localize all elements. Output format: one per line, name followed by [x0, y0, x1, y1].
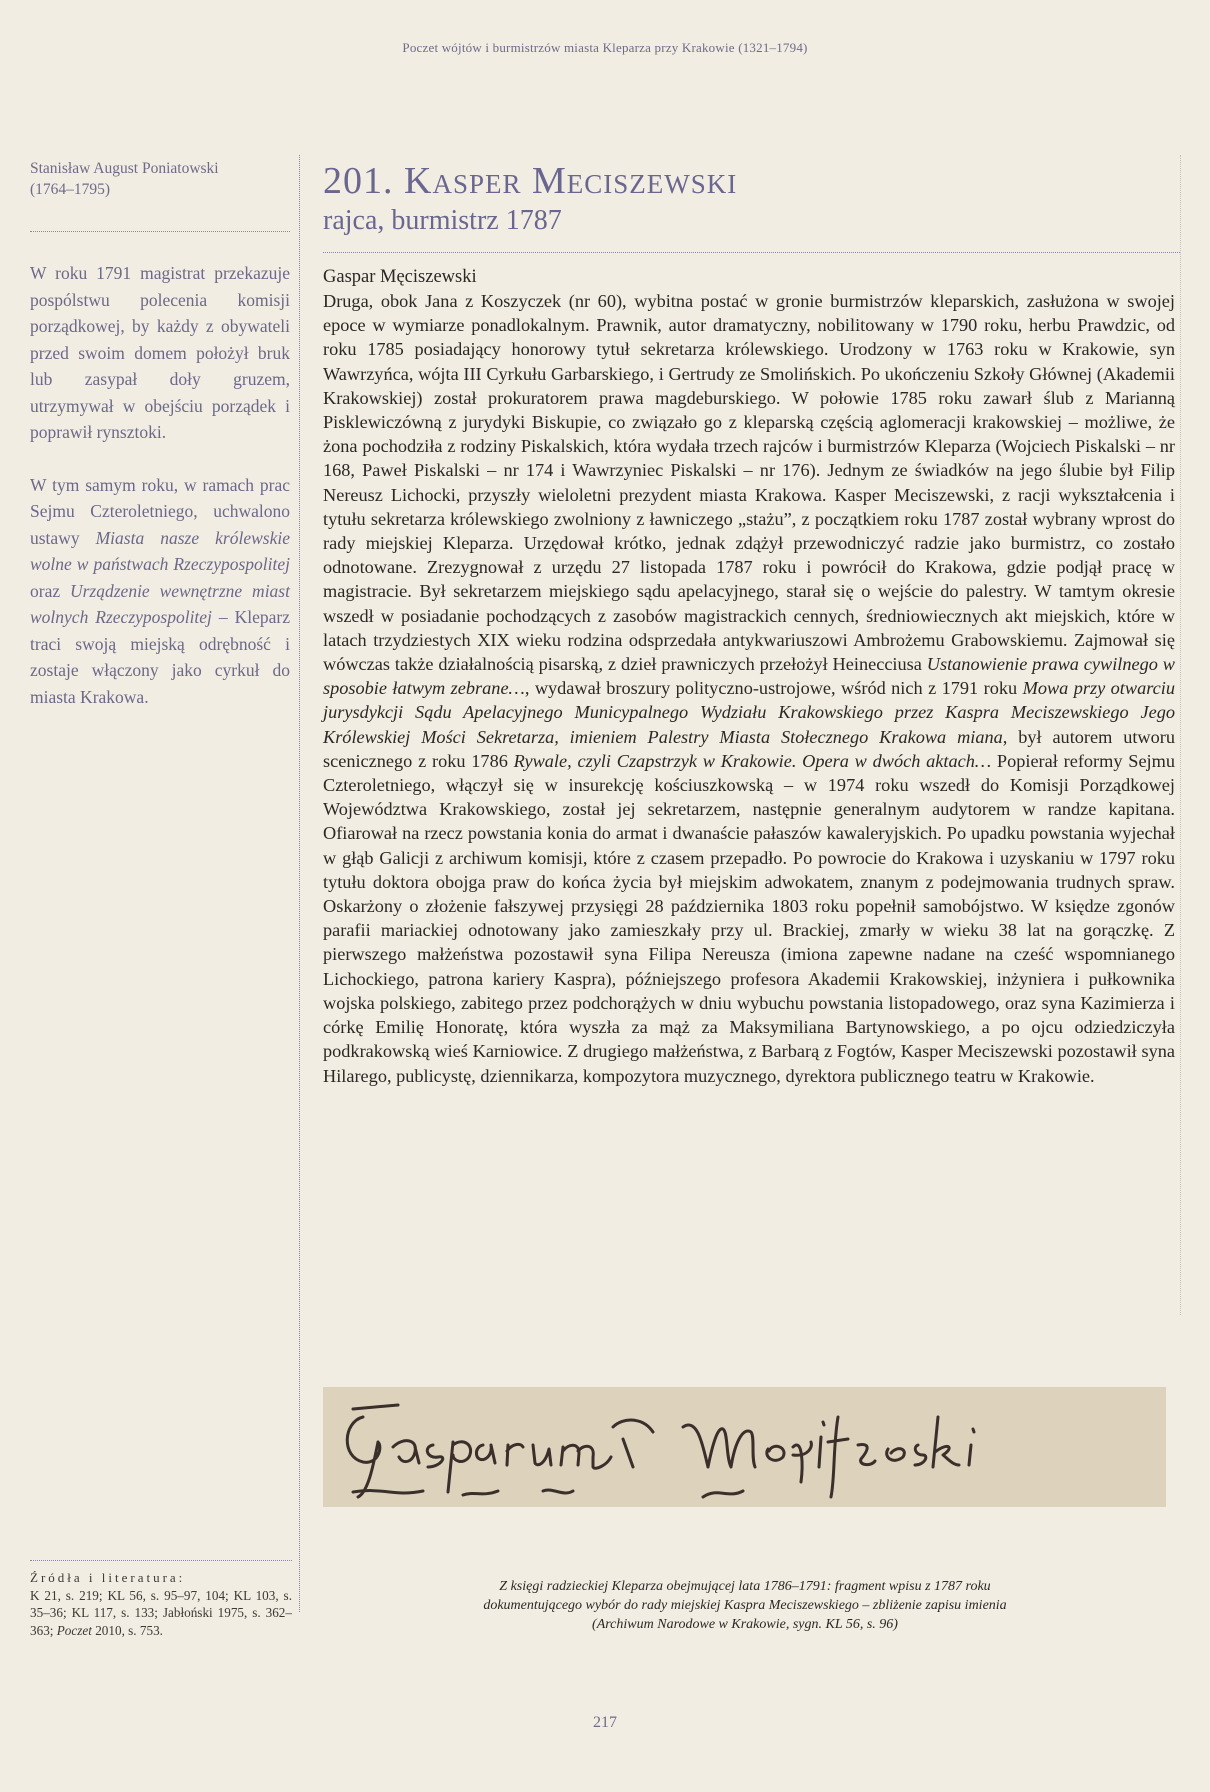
sources-block: [30, 1560, 292, 1639]
page-number: 217: [593, 1714, 617, 1731]
title-divider: [323, 252, 1180, 253]
note-text: – Kleparz traci swoją miejską odrębność i zostaje włączony jako cyrkuł do miasta Krakowa.: [30, 607, 290, 707]
entry-name: Kasper Meciszewski: [404, 160, 738, 202]
caption-line-3: (Archiwum Narodowe w Krakowie, sygn. KL 56, s. 96): [592, 1617, 898, 1632]
monarch-name: Stanisław August Poniatowski: [30, 160, 219, 177]
note-paragraph-2: [30, 472, 290, 711]
monarch-years: (1764–1795): [30, 181, 111, 198]
entry-title: [323, 158, 1175, 204]
work-title: Ustanowienie prawa cywilnego w sposobie łatwym zebrane…: [323, 654, 1175, 699]
sources-divider: [30, 1560, 292, 1561]
statute-title-2: Urządzenie wewnętrzne miast wolnych Rzeczypospolitej: [30, 580, 290, 627]
body-text-part: Popierał reformy Sejmu Czteroletniego, włączył się w insurekcję kościuszkowską – w 1974 roku wszedł do Komisji Porządkowej Województwa Krakowskiego, został jej sekretarzem, następnie generalnym audytorem w randze kapitana. Ofiarował na rzecz powstania konia do armat i dwanaście pałaszów kawaleryjskich. Po upadku powstania wyjechał w głąb Galicji z archiwum komisji, które z czasem przepadło. Po powrocie do Krakowa i uzyskaniu w 1797 roku tytułu doktora obojga praw do końca życia był miejskim adwokatem, znanym z podejmowania trudnych spraw. Oskarżony o złożenie fałszywej przysięgi 28 października 1803 roku popełnił samobójstwo. W księdze zgonów parafii mariackiej odnotowany jako zamieszkały przy ul. Brackiej, zmarły w wieku 38 lat na gorączkę. Z pierwszego małżeństwa pozostawił syna Filipa Nereusza (imiona zapewne nadane na cześć wspomnianego Lichockiego, patrona kariery Kaspra), późniejszego profesora Akademii Krakowskiej, inżyniera i pułkownika wojska polskiego, zabitego przez podchorążych w dniu wybuchu powstania listopadowego, oraz syna Kazimierza i córkę Emilię Honoratę, która wyszła za mąż za Maksymiliana Bartynowskiego, a po ojcu odziedziczyła podkrakowską wieś Karniowice. Z drugiego małżeństwa, z Barbarą z Fogtów, Kasper Meciszewski pozostawił syna Hilarego, publicystę, dziennikarza, kompozytora muzycznego, dyrektora publicznego teatru w Krakowie.: [323, 750, 1176, 1086]
historical-note: [30, 260, 290, 710]
note-paragraph-1: W roku 1791 magistrat przekazuje pospólstwu polecenia komisji porządkowej, by każdy z obywateli przed swoim domem położył bruk lub zasypał doły gruzem, utrzymywał w obejściu porządek i poprawił rynsztoki.: [30, 263, 290, 442]
caption-line-1: Z księgi radzieckiej Kleparza obejmującej lata 1786–1791: fragment wpisu z 1787 roku: [499, 1579, 991, 1594]
biography-entry: [323, 158, 1175, 1088]
signature-image: [323, 1387, 1166, 1507]
figure-caption: [360, 1577, 1130, 1634]
body-text-part: , był autorem utworu scenicznego z roku 1786: [323, 726, 1175, 771]
right-column-divider: [1180, 155, 1181, 1315]
sources-list: [30, 1587, 292, 1640]
sidebar-divider: [30, 231, 290, 232]
work-title: Rywale, czyli Czapstrzyk w Krakowie. Opera w dwóch aktach…: [513, 750, 992, 771]
work-title: Mowa przy otwarciu jurysdykcji Sądu Apelacyjnego Municypalnego Wydziału Krakowskiego przez Kaspra Meciszewskiego Jego Królewskiej Mości Sekretarza, imieniem Palestry Miasta Stołecznego Krakowa miana: [323, 678, 1175, 747]
statute-title-1: Miasta nasze królewskie wolne w państwach Rzeczypospolitej: [30, 527, 290, 574]
body-text-part: Druga, obok Jana z Koszyczek (nr 60), wybitna postać w gronie burmistrzów kleparskich, zasłużona w swojej epoce w wymiarze ponadlokalnym. Prawnik, autor dramatyczny, nobilitowany w 1790 roku, herbu Prawdzic, od roku 1785 posiadający honorowy tytuł sekretarza królewskiego. Urodzony w 1763 roku w Krakowie, syn Wawrzyńca, wójta III Cyrkułu Garbarskiego, i Gertrudy ze Smolińskich. Po ukończeniu Szkoły Głównej (Akademii Krakowskiej) został prokuratorem prawa magdeburskiego. W połowie 1785 roku zawarł ślub z Marianną Pisklewiczówną z jurydyki Biskupie, co związało go z kleparską częścią aglomeracji krakowskiej – możliwe, że żona pochodziła z rodziny Piskalskich, która wydała trzech rajców i burmistrzów Kleparza (Wojciech Piskalski – nr 168, Paweł Piskalski – nr 174 i Wawrzyniec Piskalski – nr 176). Jednym ze świadków na jego ślubie był Filip Nereusz Lichocki, przyszły wieloletni prezydent miasta Krakowa. Kasper Meciszewski, z racji wykształcenia i tytułu sekretarza królewskiego zwolniony z ławniczego „stażu”, z początkiem roku 1787 został wybrany wprost do rady miejskiej Kleparza. Urzędował krótko, jednak zdążył przewodniczyć radzie jako burmistrz, co zostało odnotowane. Zrezygnował z urzędu 27 listopada 1787 roku i powrócił do Krakowa, gdzie podjął pracę w magistracie. Był sekretarzem miejskiego sądu apelacyjnego, starał się o wejście do palestry. W tamtym okresie wszedł w posiadanie pochodzących z zasobów magistrackich cennych, średniowiecznych akt miejskich, które w latach trzydziestych XIX wieku rodzina odsprzedała antykwariuszowi Ambrożemu Grabowskiemu. Zajmował się wówczas także działalnością pisarską, z dzieł prawniczych przełożył Heinecciusa: [323, 291, 1175, 675]
sources-heading: Źródła i literatura:: [30, 1570, 186, 1585]
sources-text: K 21, s. 219; KL 56, s. 95–97, 104; KL 103, s. 35–36; KL 117, s. 133; Jabłoński 1975, s. 362–363;: [30, 1587, 292, 1638]
sources-italic: Poczet: [56, 1622, 92, 1638]
column-divider: [299, 155, 300, 1612]
sources-text: 2010, s. 753.: [91, 1622, 163, 1638]
caption-line-2: dokumentującego wybór do rady miejskiej Kaspra Meciszewskiego – zbliżenie zapisu imienia: [483, 1598, 1007, 1613]
running-header: Poczet wójtów i burmistrzów miasta Kleparza przy Krakowie (1321–1794): [402, 40, 808, 55]
sidebar: [30, 158, 290, 736]
biography-text: [323, 289, 1175, 1088]
alternate-name: Gaspar Męciszewski: [323, 267, 477, 287]
handwritten-signature: [323, 1387, 1166, 1507]
note-text: W tym samym roku, w ramach prac Sejmu Czteroletniego, uchwalono ustawy: [30, 474, 290, 548]
note-text: oraz: [30, 580, 70, 601]
entry-subtitle: rajca, burmistrz 1787: [323, 205, 562, 236]
entry-number: 201.: [323, 160, 394, 202]
body-text-part: , wydawał broszury polityczno-ustrojowe, wśród nich z 1791 roku: [524, 678, 1023, 699]
